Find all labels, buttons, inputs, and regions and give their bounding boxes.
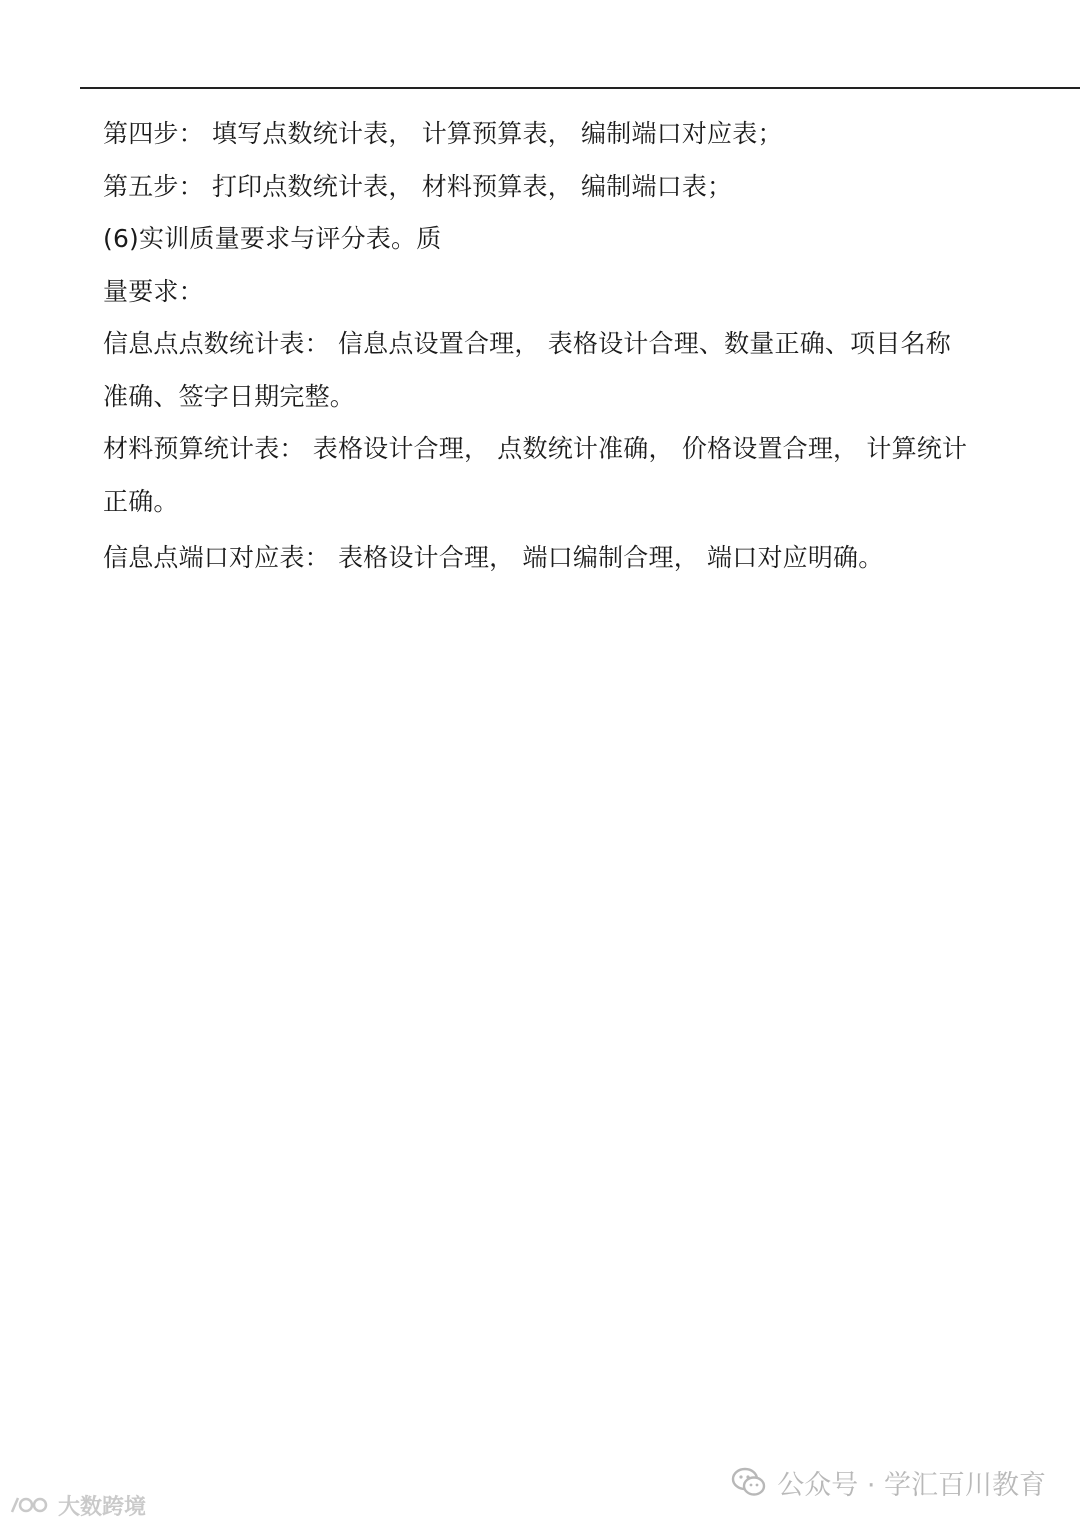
text-line-material-budget: 材料预算统计表： 表格设计合理， 点数统计准确， 价格设置合理， 计算统计 <box>103 434 968 463</box>
brand-logo-icon <box>8 1494 52 1516</box>
text-line-quality-heading: 量要求： <box>103 276 204 306</box>
text-line-info-point-table: 信息点点数统计表： 信息点设置合理， 表格设计合理、数量正确、项目名称 <box>103 329 951 358</box>
text-line-step4: 第四步： 填写点数统计表， 计算预算表， 编制端口对应表； <box>103 119 783 148</box>
document-body <box>103 108 983 585</box>
header-rule <box>80 87 1080 89</box>
corner-watermark <box>8 1490 146 1520</box>
watermark-text: 公众号 · 学汇百川教育 <box>777 1469 1046 1501</box>
text-line-material-budget-cont: 正确。 <box>103 486 179 516</box>
watermark <box>731 1462 1046 1502</box>
text-line-step5: 第五步： 打印点数统计表， 材料预算表， 编制端口表； <box>103 171 733 201</box>
corner-mark-text: 大数跨境 <box>58 1494 147 1520</box>
text-line-info-point-table-cont: 准确、签字日期完整。 <box>103 381 356 411</box>
text-line-port-table: 信息点端口对应表： 表格设计合理， 端口编制合理， 端口对应明确。 <box>103 543 884 572</box>
wechat-icon <box>731 1467 767 1497</box>
text-line-section6: (6)实训质量要求与评分表。质 <box>103 224 442 253</box>
